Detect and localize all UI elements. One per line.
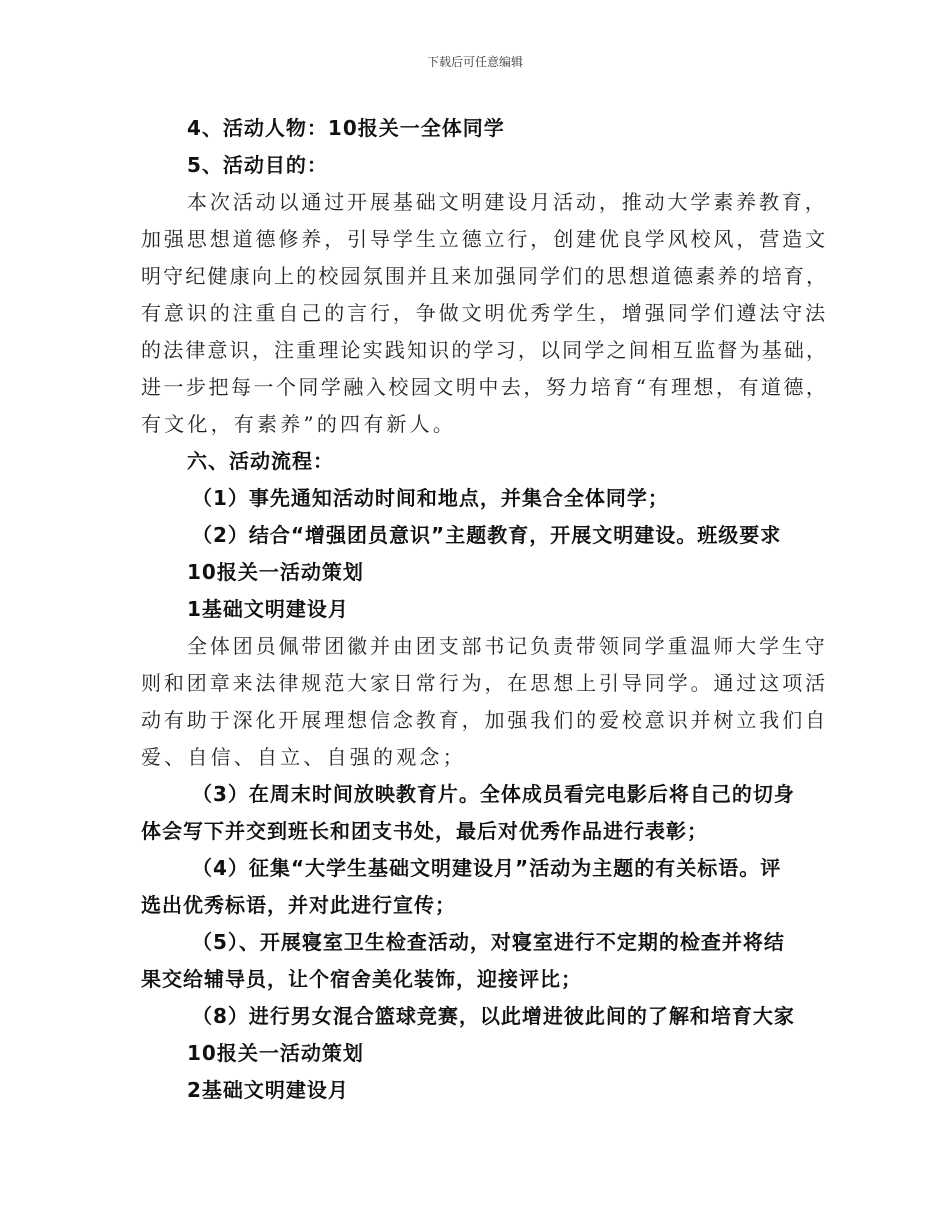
text-line: 全体团员佩带团徽并由团支部书记负责带领同学重温师大学生守: [187, 634, 828, 658]
page-header: 下载后可任意编辑: [426, 55, 523, 69]
text-line: （4）征集“大学生基础文明建设月”活动为主题的有关标语。评: [192, 856, 782, 880]
text-line: 体会写下并交到班长和团支书处，最后对优秀作品进行表彰；: [141, 819, 708, 843]
text-line: 本次活动以通过开展基础文明建设月活动，推动大学素养教育，: [187, 190, 828, 214]
text-line: 选出优秀标语，并对此进行宣传；: [141, 893, 456, 917]
text-line: 果交给辅导员，让个宿舍美化装饰，迎接评比；: [141, 967, 582, 991]
text-line: （1）事先通知活动时间和地点，并集合全体同学；: [192, 486, 669, 510]
text-line: 的法律意识，注重理论实践知识的学习，以同学之间相互监督为基础，: [141, 338, 829, 362]
text-line: 10报关一活动策划: [187, 560, 364, 584]
text-line: 爱、自信、自立、自强的观念；: [141, 745, 466, 769]
text-line: 4、活动人物：10报关一全体同学: [187, 116, 505, 140]
text-line: 5、活动目的：: [187, 153, 328, 177]
text-line: 1基础文明建设月: [187, 597, 349, 621]
text-line: 加强思想道德修养，引导学生立德立行，创建优良学风校风，营造文: [141, 227, 828, 251]
text-line: （5）、开展寝室卫生检查活动，对寝室进行不定期的检查并将结: [192, 930, 785, 954]
text-line: 明守纪健康向上的校园氛围并且来加强同学们的思想道德素养的培育，: [141, 264, 829, 288]
text-line: 动有助于深化开展理想信念教育，加强我们的爱校意识并树立我们自: [141, 708, 828, 732]
text-line: （8）进行男女混合篮球竞赛，以此增进彼此间的了解和培育大家: [192, 1004, 795, 1028]
text-line: 2基础文明建设月: [187, 1078, 349, 1102]
text-line: 10报关一活动策划: [187, 1041, 364, 1065]
text-line: 有文化，有素养”的四有新人。: [141, 412, 457, 436]
text-line: （3）在周末时间放映教育片。全体成员看完电影后将自己的切身: [192, 782, 795, 806]
text-line: （2）结合“增强团员意识”主题教育，开展文明建设。班级要求: [192, 523, 782, 547]
text-line: 进一步把每一个同学融入校园文明中去，努力培育“有理想，有道德，: [141, 375, 829, 399]
text-line: 则和团章来法律规范大家日常行为，在思想上引导同学。通过这项活: [141, 671, 828, 695]
section-heading: 六、活动流程：: [187, 449, 334, 473]
text-line: 有意识的注重自己的言行，争做文明优秀学生，增强同学们遵法守法: [141, 301, 828, 325]
